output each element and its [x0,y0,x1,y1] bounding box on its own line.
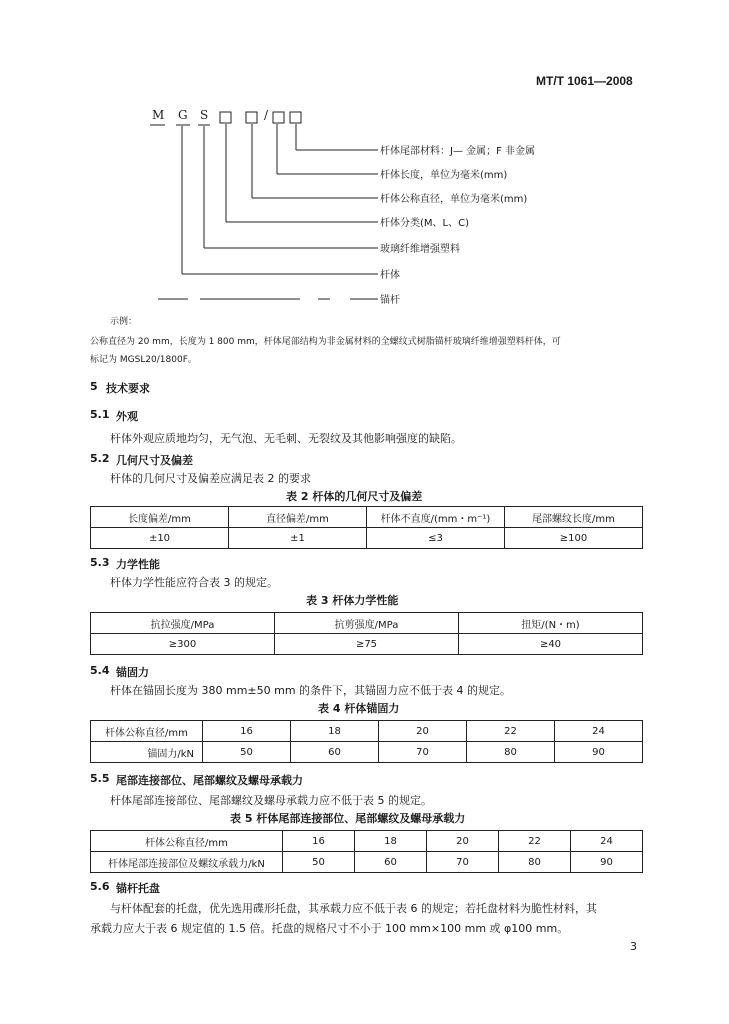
label-rod-body: 杆体 [380,270,400,281]
table-4-cell: 22 [467,721,555,742]
box-tail-material [290,112,301,123]
section-5-5-number: 5.5 [90,772,110,785]
table-5-cell: 24 [571,831,643,852]
table-5-cell: 20 [427,831,499,852]
table-4-cell: 70 [379,742,467,763]
table-2-header-cell: 杆体不直度/(mm・m⁻¹) [367,507,505,528]
table-3-header-cell: 抗剪强度/MPa [275,613,459,634]
table-4-row-label: 锚固力/kN [91,742,203,763]
label-length: 杆体长度，单位为毫米(mm) [380,170,508,181]
table-3-cell: ≥75 [275,634,459,655]
designation-letter-m: M [152,108,165,122]
table-4 [90,720,643,763]
table-4-force-row [91,742,643,763]
table-3-header-cell: 扭矩/(N・m) [459,613,643,634]
table-2-cell: ≥100 [505,528,643,549]
table-2-cell: ±10 [91,528,229,549]
section-5-6-body-line-2: 承载力应大于表 6 规定值的 1.5 倍。托盘的规格尺寸不小于 100 mm×100 mm 或 φ100 mm。 [90,922,569,935]
standard-code: MT/T 1061—2008 [536,74,633,88]
table-3 [90,612,643,655]
table-2-cell: ±1 [229,528,367,549]
table-5-caption: 表 5 杆体尾部连接部位、尾部螺纹及螺母承载力 [230,812,466,825]
table-2 [90,506,643,549]
table-5-cell: 16 [283,831,355,852]
designation-slash: / [264,108,269,122]
table-4-caption: 表 4 杆体锚固力 [318,702,400,715]
box-length [273,112,284,123]
table-5-cell: 90 [571,852,643,873]
table-5-row-label: 杆体公称直径/mm [91,831,283,852]
designation-diagram-lines [0,0,729,320]
table-5-cell: 70 [427,852,499,873]
section-5-2-title: 几何尺寸及偏差 [116,454,193,467]
table-5-cell: 22 [499,831,571,852]
table-2-value-row [91,528,643,549]
section-5-4-title: 锚固力 [116,666,149,679]
table-2-caption: 表 2 杆体的几何尺寸及偏差 [286,490,423,503]
table-4-cell: 24 [555,721,643,742]
table-4-cell: 80 [467,742,555,763]
example-line-1: 公称直径为 20 mm，长度为 1 800 mm，杆体尾部结构为非金属材料的全螺纹式树脂锚杆玻璃纤维增强塑料杆体，可 [90,337,561,347]
section-5-4-number: 5.4 [90,664,110,677]
table-5-cell: 50 [283,852,355,873]
section-5-4-body: 杆体在锚固长度为 380 mm±50 mm 的条件下，其锚固力应不低于表 4 的规定。 [110,684,512,697]
example-heading: 示例： [110,317,138,327]
table-4-cell: 60 [291,742,379,763]
section-5-title: 技术要求 [106,382,150,395]
section-5-2-number: 5.2 [90,452,110,465]
section-5-1-number: 5.1 [90,408,110,421]
table-3-header-row [91,613,643,634]
section-5-2-body: 杆体的几何尺寸及偏差应满足表 2 的要求 [110,472,311,485]
label-material: 玻璃纤维增强塑料 [380,244,460,255]
table-4-cell: 16 [203,721,291,742]
section-5-5-body: 杆体尾部连接部位、尾部螺纹及螺母承载力应不低于表 5 的规定。 [110,794,432,807]
section-5-number: 5 [90,380,98,393]
table-4-cell: 90 [555,742,643,763]
section-5-5-title: 尾部连接部位、尾部螺纹及螺母承载力 [116,774,303,787]
table-4-row-label: 杆体公称直径/mm [91,721,203,742]
table-4-diameter-row [91,721,643,742]
section-5-3-number: 5.3 [90,556,110,569]
table-3-value-row [91,634,643,655]
table-2-cell: ≤3 [367,528,505,549]
section-5-1-title: 外观 [116,410,138,423]
table-2-header-cell: 直径偏差/mm [229,507,367,528]
table-5-cell: 18 [355,831,427,852]
page-number: 3 [630,940,637,953]
label-diameter: 杆体公称直径，单位为毫米(mm) [380,194,528,205]
section-5-1-body: 杆体外观应质地均匀，无气泡、无毛刺、无裂纹及其他影响强度的缺陷。 [110,432,462,445]
table-2-header-row [91,507,643,528]
section-5-6-number: 5.6 [90,880,110,893]
table-3-caption: 表 3 杆体力学性能 [306,594,399,607]
box-diameter [246,112,257,123]
label-category: 杆体分类(M、L、C) [380,218,469,229]
table-4-cell: 18 [291,721,379,742]
designation-letter-g: G [178,108,188,122]
table-5-cell: 60 [355,852,427,873]
table-5-cell: 80 [499,852,571,873]
section-5-3-title: 力学性能 [116,558,160,571]
table-5-row-label: 杆体尾部连接部位及螺纹承载力/kN [91,852,283,873]
table-4-cell: 50 [203,742,291,763]
example-line-2: 标记为 MGSL20/1800F。 [90,355,197,365]
table-4-cell: 20 [379,721,467,742]
table-2-header-cell: 长度偏差/mm [91,507,229,528]
section-5-6-title: 锚杆托盘 [116,882,160,895]
table-5-diameter-row [91,831,643,852]
section-5-6-body-line-1: 与杆体配套的托盘，优先选用碟形托盘，其承载力应不低于表 6 的规定；若托盘材料为脆性材料，其 [110,902,597,915]
box-category [220,112,231,123]
table-2-header-cell: 尾部螺纹长度/mm [505,507,643,528]
table-5 [90,830,643,873]
table-3-cell: ≥300 [91,634,275,655]
label-tail-material: 杆体尾部材料：J— 金属；F 非金属 [380,146,536,157]
section-5-3-body: 杆体力学性能应符合表 3 的规定。 [110,576,278,589]
table-3-header-cell: 抗拉强度/MPa [91,613,275,634]
label-bolt: 锚杆 [380,295,400,306]
table-3-cell: ≥40 [459,634,643,655]
designation-letter-s: S [200,108,209,122]
table-5-capacity-row [91,852,643,873]
